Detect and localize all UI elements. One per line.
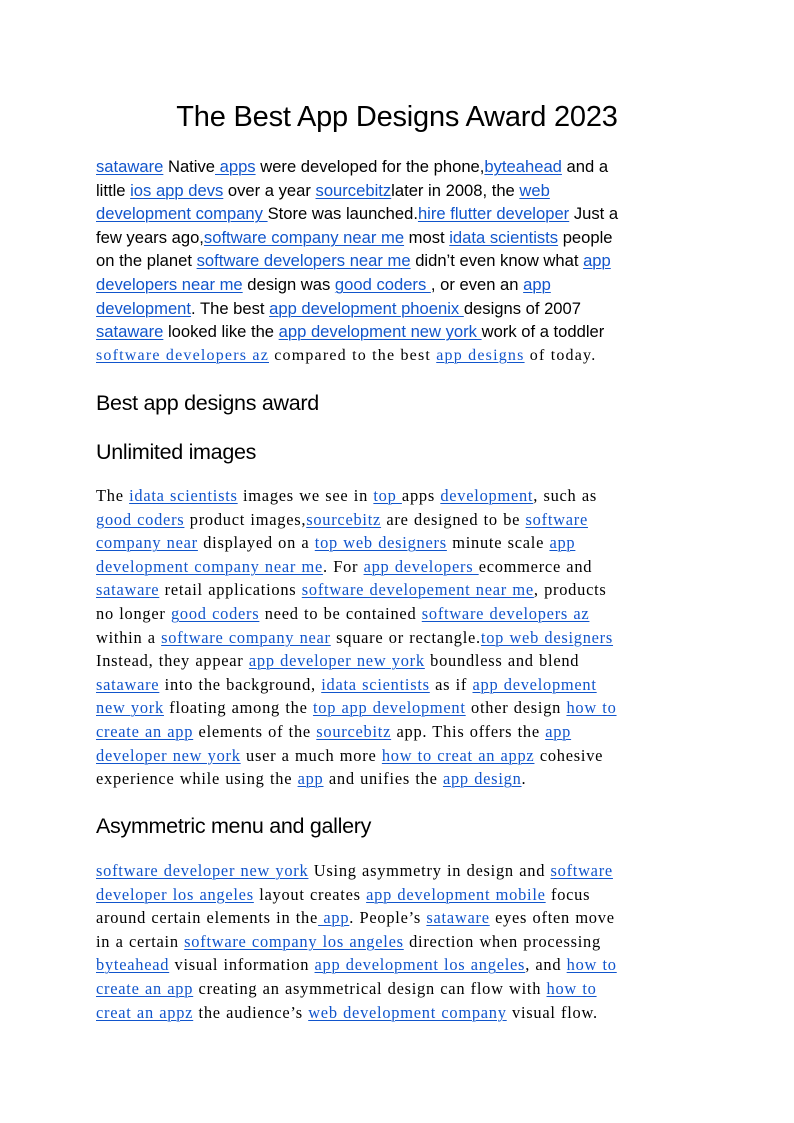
link-developers-near-me[interactable]: developers near me (96, 274, 243, 294)
text-line: little ios app devs over a year sourcebitzlater in 2008, the web (96, 180, 550, 200)
link-app-development-new-york[interactable]: app development new york (278, 322, 482, 342)
text-line: sataware Native apps were developed for the phone,byteahead and a (96, 157, 609, 176)
link-software-company-near[interactable]: software company near (161, 627, 331, 647)
link-software-developers-az[interactable]: software developers az (96, 346, 269, 364)
link-top-app-development[interactable]: top app development (312, 698, 466, 718)
link-good-coders[interactable]: good coders (334, 274, 431, 294)
link-app-development[interactable]: app development (472, 674, 597, 694)
link-app-developers[interactable]: app developers (363, 556, 479, 576)
link-web[interactable]: web (519, 180, 550, 200)
text-line: new york floating among the top app development other design how to (96, 698, 617, 718)
link-byteahead[interactable]: byteahead (484, 157, 562, 176)
link-app[interactable]: app (549, 533, 576, 553)
link-app[interactable]: app (583, 251, 611, 271)
link-idata-scientists[interactable]: idata scientists (129, 486, 238, 505)
heading-best-app-designs-award: Best app designs award (96, 391, 319, 415)
link-sataware[interactable]: sataware (96, 322, 164, 342)
link-software-developers-near-me[interactable]: software developers near me (196, 251, 411, 271)
link-app[interactable]: app (523, 274, 551, 294)
asymmetric-paragraph (96, 859, 696, 1024)
link-sataware[interactable]: sataware (96, 580, 160, 600)
link-app-development-mobile[interactable]: app development mobile (366, 884, 546, 904)
link-development-company[interactable]: development company (96, 204, 268, 224)
link-software[interactable]: software (550, 861, 613, 880)
link-how-to[interactable]: how to (566, 698, 617, 718)
text-line: developers near me design was good coders , or even an app (96, 274, 551, 294)
link-app-designs[interactable]: app designs (436, 346, 525, 364)
text-line: software developer new york Using asymmetry in design and software (96, 861, 613, 880)
link-how-to[interactable]: how to (546, 978, 597, 998)
text-line: around certain elements in the app. People’s sataware eyes often move (96, 908, 615, 928)
link-ios-app-devs[interactable]: ios app devs (130, 180, 224, 200)
link-idata-scientists[interactable]: idata scientists (321, 674, 430, 694)
link-hire-flutter-developer[interactable]: hire flutter developer (417, 204, 570, 224)
link-app[interactable]: app (297, 769, 324, 789)
text-line: create an app creating an asymmetrical design can flow with how to (96, 978, 597, 998)
link-new-york[interactable]: new york (96, 698, 164, 718)
link-sourcebitz[interactable]: sourcebitz (306, 509, 382, 529)
link-web-development-company[interactable]: web development company (308, 1002, 507, 1022)
link-app-design[interactable]: app design (442, 769, 522, 789)
heading-asymmetric-menu-and-gallery: Asymmetric menu and gallery (96, 814, 372, 838)
link-top-web-designers[interactable]: top web designers (480, 627, 614, 647)
link-good-coders[interactable]: good coders (96, 509, 185, 529)
link-apps[interactable]: apps (215, 157, 256, 176)
text-line: Instead, they appear app developer new york boundless and blend (96, 651, 580, 671)
unlimited-images-paragraph (96, 484, 696, 791)
text-line: software developers az compared to the best app designs of today. (96, 346, 597, 364)
text-line: development company near me. For app developers ecommerce and (96, 556, 593, 576)
link-top[interactable]: top (373, 486, 402, 505)
text-line: byteahead visual information app development los angeles, and how to (96, 955, 617, 975)
heading-unlimited-images: Unlimited images (96, 440, 257, 464)
link-app[interactable]: app (318, 908, 350, 928)
link-top-web-designers[interactable]: top web designers (314, 533, 447, 553)
link-good-coders[interactable]: good coders (170, 603, 260, 623)
link-sataware[interactable]: sataware (96, 674, 160, 694)
text-line: sataware into the background, idata scientists as if app development (96, 674, 597, 694)
link-development[interactable]: development (440, 486, 534, 505)
text-line: sataware looked like the app development new york work of a toddler (96, 322, 605, 342)
text-line: experience while using the app and unifies the app design. (96, 769, 527, 789)
text-line: company near displayed on a top web designers minute scale app (96, 533, 576, 553)
link-how-to-creat-an-appz[interactable]: how to creat an appz (381, 745, 535, 765)
link-software-company-near-me[interactable]: software company near me (203, 227, 405, 247)
link-developer-new-york[interactable]: developer new york (96, 745, 241, 765)
link-how-to[interactable]: how to (566, 955, 617, 975)
text-line: developer los angeles layout creates app development mobile focus (96, 884, 591, 904)
text-line: on the planet software developers near me didn’t even know what app (96, 251, 611, 271)
link-development[interactable]: development (96, 298, 192, 318)
text-line: no longer good coders need to be contained software developers az (96, 603, 590, 623)
text-line: development company Store was launched.hire flutter developer Just a (96, 204, 619, 224)
link-idata-scientists[interactable]: idata scientists (449, 227, 559, 247)
link-software[interactable]: software (525, 509, 588, 529)
link-create-an-app[interactable]: create an app (96, 978, 194, 998)
link-app-development-los-angeles[interactable]: app development los angeles (314, 955, 526, 975)
text-line: creat an appz the audience’s web development company visual flow. (96, 1002, 598, 1022)
link-app[interactable]: app (545, 721, 572, 741)
page-title: The Best App Designs Award 2023 (176, 101, 618, 133)
link-developer-los-angeles[interactable]: developer los angeles (96, 884, 254, 904)
text-line: developer new york user a much more how to creat an appz cohesive (96, 745, 604, 765)
text-line: create an app elements of the sourcebitz app. This offers the app (96, 721, 572, 741)
link-company-near[interactable]: company near (96, 533, 198, 553)
link-create-an-app[interactable]: create an app (96, 721, 194, 741)
link-app-developer-new-york[interactable]: app developer new york (248, 651, 425, 671)
text-line: development. The best app development phoenix designs of 2007 (96, 298, 581, 318)
intro-paragraph (96, 155, 706, 367)
link-app-development-phoenix[interactable]: app development phoenix (269, 298, 464, 318)
link-software-developers-az[interactable]: software developers az (421, 603, 590, 623)
text-line: good coders product images,sourcebitz are designed to be software (96, 509, 588, 529)
text-line: in a certain software company los angeles direction when processing (96, 931, 601, 951)
text-line: few years ago,software company near me most idata scientists people (96, 227, 613, 247)
link-software-developer-new-york[interactable]: software developer new york (96, 861, 309, 880)
link-sataware[interactable]: sataware (426, 908, 490, 928)
link-software-company-los-angeles[interactable]: software company los angeles (184, 931, 404, 951)
link-sataware[interactable]: sataware (96, 157, 164, 176)
text-line: within a software company near square or rectangle.top web designers (96, 627, 614, 647)
link-software-developement-near-me[interactable]: software developement near me (301, 580, 534, 600)
link-creat-an-appz[interactable]: creat an appz (96, 1002, 194, 1022)
text-line: sataware retail applications software developement near me, products (96, 580, 607, 600)
link-sourcebitz[interactable]: sourcebitz (315, 180, 392, 200)
text-line: The idata scientists images we see in top apps development, such as (96, 486, 597, 505)
link-sourcebitz[interactable]: sourcebitz (316, 721, 392, 741)
link-byteahead[interactable]: byteahead (96, 955, 170, 975)
link-development-company-near-me[interactable]: development company near me (96, 556, 324, 576)
